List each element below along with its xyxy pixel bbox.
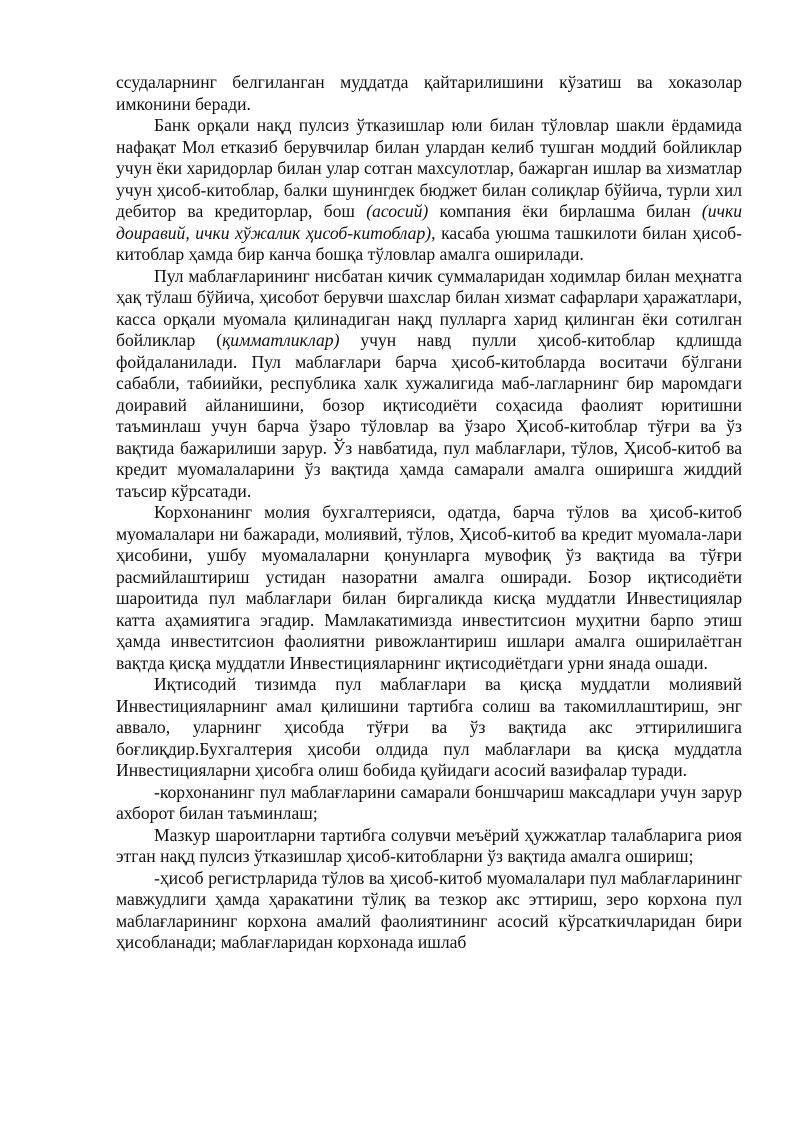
italic-text: (ички доиравий, ички хўжалик ҳисоб-китоблар), [116, 201, 742, 243]
document-body [116, 72, 742, 954]
paragraph [116, 266, 742, 503]
italic-text: қимматликлар) [222, 330, 340, 350]
paragraph-text: Мазкур шароитларни тартибга солувчи меъёрий ҳужжатлар талабларига риоя этган нақд пулсиз ўтказишлар ҳисоб-китобларни ўз вақтида амалга ошириш; [116, 824, 742, 866]
paragraph [116, 502, 742, 674]
paragraph-text: касаба уюшма ташкилоти билан ҳисоб-китоблар ҳамда бир канча бошқа тўловлар амалга оширилади. [116, 222, 742, 264]
paragraph-text: -корхонанинг пул маблағларини самарали боншчариш максадлари учун зарур ахборот билан таъминлаш; [116, 781, 742, 823]
italic-text: (асосий) [366, 201, 429, 221]
paragraph-text: Пул маблағларининг нисбатан кичик суммаларидан ходимлар билан меҳнатга ҳақ тўлаш бўйича, ҳисобот берувчи шахслар билан хизмат сафарлари ҳаражатлари, касса орқали муомала қилинадиган нақд пулларга харид қилинган ёки сотилган бойликлар ( [116, 265, 742, 350]
paragraph [116, 782, 742, 825]
paragraph-text: ссудаларнинг белгиланган муддатда қайтарилишини кўзатиш ва хоказолар имконини беради. [116, 72, 742, 114]
paragraph [116, 868, 742, 954]
paragraph [116, 674, 742, 782]
paragraph-text: компания ёки бирлашма билан [428, 201, 702, 221]
paragraph [116, 115, 742, 266]
paragraph-text: Корхонанинг молия бухгалтерияси, одатда, барча тўлов ва ҳисоб-китоб муомалалари ни бажаради, молиявий, тўлов, Ҳисоб-китоб ва кредит муомала-лари ҳисобини, ушбу муомалаларни қонунларга мувофиқ ўз вақтида ва тўғри расмийлаштириш устидан назоратни амалга оширади. Бозор иқтисодиёти шароитида пул маблағлари билан биргаликда кисқа муддатли Инвестициялар катта аҳамиятига эгадир. Мамлакатимизда инвеститсион муҳитни барпо этиш ҳамда инвеститсион фаолиятни ривожлантириш ишлари амалга оширилаётган вақтда қисқа муддатли Инвестицияларнинг иқтисодиётдаги урни янада ошади. [116, 502, 742, 673]
paragraph-text: Банк орқали нақд пулсиз ўтказишлар юли билан тўловлар шакли ёрдамида нафақат Мол етказиб берувчилар билан улардан келиб тушган моддий бойликлар учун ёки харидорлар билан улар сотган махсулотлар, бажарган ишлар ва хизматлар учун ҳисоб-китоблар, балки шунингдек бюджет билан солиқлар бўйича, турли хил дебитор ва кредиторлар, бош [116, 115, 742, 221]
paragraph-text: Иқтисодий тизимда пул маблағлари ва қисқа муддатли молиявий Инвестицияларнинг амал қилишини тартибга солиш ва такомиллаштириш, энг аввало, уларнинг ҳисобда тўғри ва ўз вақтида акс эттирилишига боғлиқдир.Бухгалтерия ҳисоби олдида пул маблағлари ва қисқа муддатла Инвестицияларни ҳисобга олиш бобида қуйидаги асосий вазифалар туради. [116, 674, 742, 780]
paragraph-text: учун навд пулли ҳисоб-китоблар кдлишда фойдаланилади. Пул маблағлари барча ҳисоб-китобларда воситачи бўлгани сабабли, табиийки, республика халк хужалигида маб-лагларнинг бир маромдаги доиравий айланишини, бозор иқтисодиёти соҳасида фаолият юритишни таъминлаш учун барча ўзаро тўловлар ва ўзаро Ҳисоб-китоблар тўғри ва ўз вақтида бажарилиши зарур. Ўз навбатида, пул маблағлари, тўлов, Ҳисоб-китоб ва кредит муомалаларини ўз вақтида ҳамда самарали амалга оширишга жиддий таъсир кўрсатади. [116, 330, 742, 501]
paragraph [116, 825, 742, 868]
paragraph [116, 72, 742, 115]
paragraph-text: -ҳисоб регистрларида тўлов ва ҳисоб-китоб муомалалари пул маблағларининг мавжудлиги ҳамда ҳаракатини тўлиқ ва тезкор акс эттириш, зеро корхона пул маблағларининг корхона амалий фаолиятининг асосий кўрсаткичларидан бири ҳисобланади; маблағларидан корхонада ишлаб [116, 867, 742, 952]
